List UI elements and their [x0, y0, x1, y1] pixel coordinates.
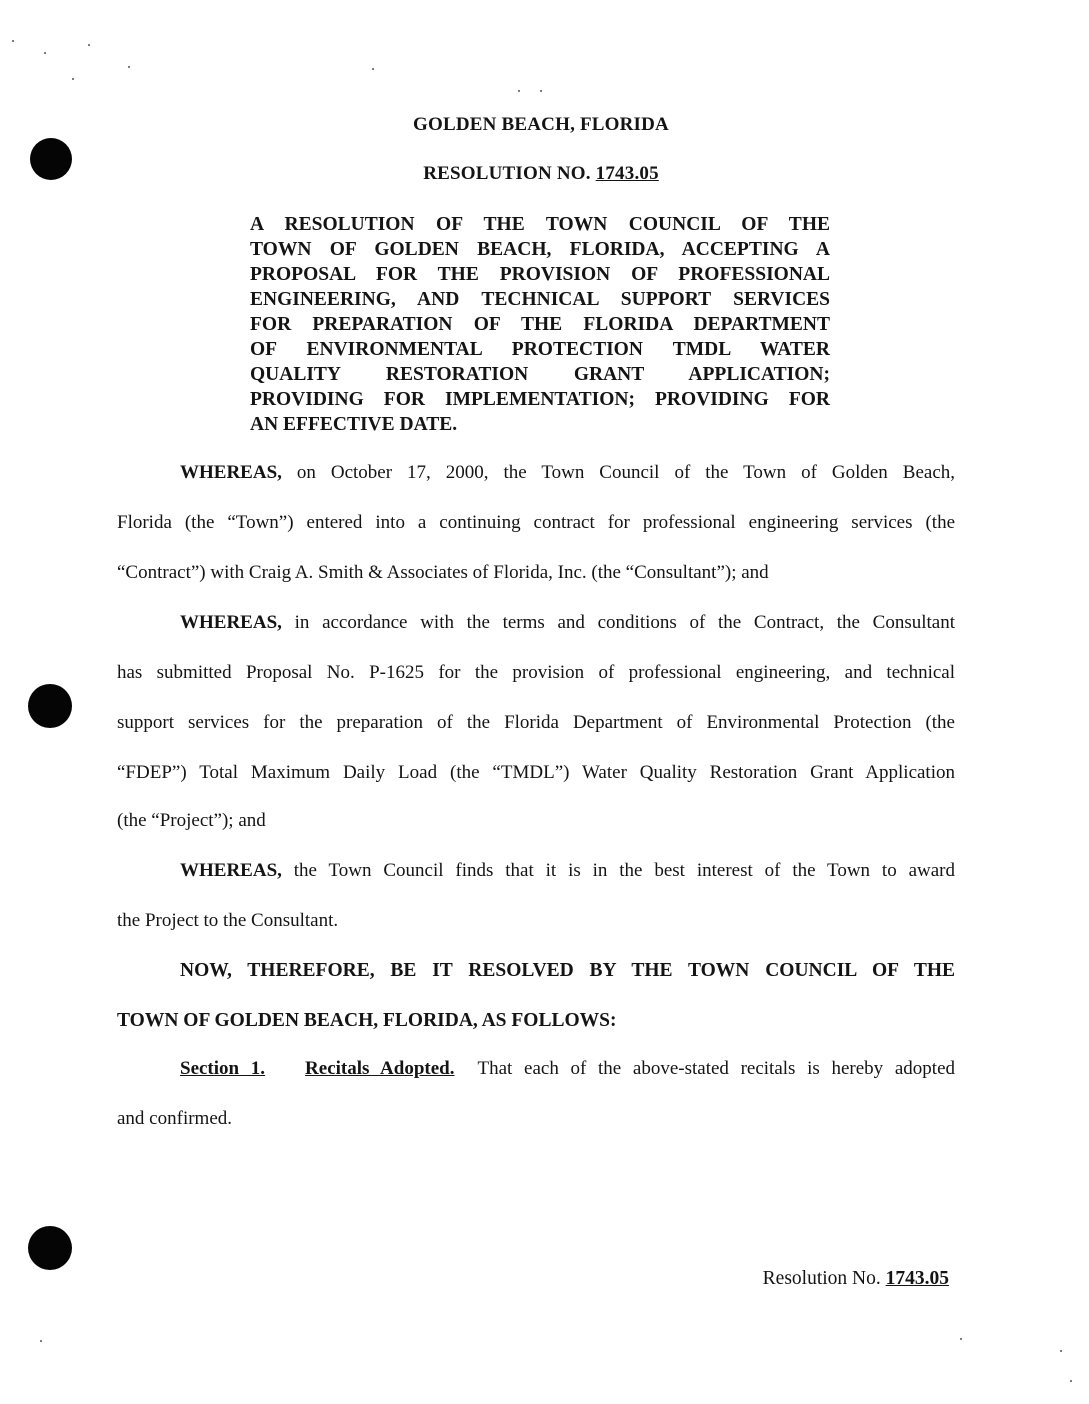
- paragraph-line: (the “Project”); and: [117, 810, 266, 831]
- title-line: FOR PREPARATION OF THE FLORIDA DEPARTMENT: [250, 314, 830, 335]
- resolution-heading: [0, 163, 1082, 185]
- title-line: TOWN OF GOLDEN BEACH, FLORIDA, ACCEPTING A: [250, 239, 830, 260]
- footer-label: Resolution No.: [762, 1268, 881, 1289]
- whereas-paragraph-1: [117, 448, 955, 598]
- paragraph-line: “FDEP”) Total Maximum Daily Load (the “TMDL”) Water Quality Restoration Grant Application: [117, 762, 955, 783]
- paragraph-line: [117, 598, 955, 648]
- paragraph-line: has submitted Proposal No. P-1625 for the provision of professional engineering, and technical: [117, 662, 955, 683]
- scan-speck: [88, 44, 90, 46]
- section-label: Section 1.: [180, 1058, 266, 1079]
- paragraph-line: [117, 846, 955, 896]
- paragraph-line: and confirmed.: [117, 1108, 233, 1129]
- paragraph-text: the Town Council finds that it is in the best interest of the Town to award: [293, 860, 955, 881]
- scan-speck: [372, 68, 374, 70]
- punch-hole-middle: [28, 684, 72, 728]
- paragraph-text: That each of the above-stated recitals is hereby adopted: [477, 1058, 955, 1079]
- punch-hole-bottom: [28, 1226, 72, 1270]
- title-line: A RESOLUTION OF THE TOWN COUNCIL OF THE: [250, 214, 830, 235]
- scan-speck: [960, 1338, 962, 1340]
- title-line: OF ENVIRONMENTAL PROTECTION TMDL WATER: [250, 339, 830, 360]
- scan-speck: [128, 66, 130, 68]
- paragraph-text: in accordance with the terms and conditions of the Contract, the Consultant: [294, 612, 956, 633]
- title-line: PROPOSAL FOR THE PROVISION OF PROFESSIONAL: [250, 264, 830, 285]
- paragraph-line: the Project to the Consultant.: [117, 910, 339, 931]
- scan-speck: [1070, 1380, 1072, 1382]
- resolution-title-block: [250, 212, 830, 437]
- page-footer: [763, 1268, 949, 1290]
- whereas-lead: WHEREAS,: [180, 860, 282, 881]
- whereas-paragraph-3: [117, 846, 955, 946]
- scan-speck: [40, 1340, 42, 1342]
- paragraph-text: on October 17, 2000, the Town Council of the Town of Golden Beach,: [296, 462, 956, 483]
- resolution-label: RESOLUTION NO.: [423, 163, 591, 184]
- scan-speck: [44, 52, 46, 54]
- paragraph-line: [117, 448, 955, 498]
- scan-speck: [518, 90, 520, 92]
- town-heading: GOLDEN BEACH, FLORIDA: [413, 114, 669, 135]
- resolved-line: NOW, THEREFORE, BE IT RESOLVED BY THE TOWN COUNCIL OF THE: [180, 960, 955, 981]
- title-line: QUALITY RESTORATION GRANT APPLICATION;: [250, 364, 830, 385]
- resolved-clause: [117, 946, 955, 1046]
- whereas-paragraph-2: [117, 598, 955, 844]
- scan-speck: [12, 40, 14, 42]
- paragraph-line: Florida (the “Town”) entered into a continuing contract for professional engineering services (the: [117, 512, 955, 533]
- paragraph-line: “Contract”) with Craig A. Smith & Associates of Florida, Inc. (the “Consultant”); and: [117, 562, 769, 583]
- resolution-number: 1743.05: [595, 163, 659, 184]
- footer-resolution-number: 1743.05: [885, 1268, 949, 1289]
- section-heading: Recitals Adopted.: [305, 1058, 455, 1079]
- paragraph-line: [117, 1044, 955, 1094]
- scan-speck: [540, 90, 542, 92]
- title-line: PROVIDING FOR IMPLEMENTATION; PROVIDING FOR: [250, 389, 830, 410]
- whereas-lead: WHEREAS,: [180, 612, 282, 633]
- scan-speck: [1060, 1350, 1062, 1352]
- title-line: ENGINEERING, AND TECHNICAL SUPPORT SERVICES: [250, 289, 830, 310]
- title-line: AN EFFECTIVE DATE.: [250, 414, 458, 435]
- whereas-lead: WHEREAS,: [180, 462, 282, 483]
- resolved-line: TOWN OF GOLDEN BEACH, FLORIDA, AS FOLLOWS:: [117, 1010, 617, 1031]
- scan-speck: [72, 78, 74, 80]
- paragraph-line: support services for the preparation of the Florida Department of Environmental Protection (the: [117, 712, 955, 733]
- section-1: [117, 1044, 955, 1144]
